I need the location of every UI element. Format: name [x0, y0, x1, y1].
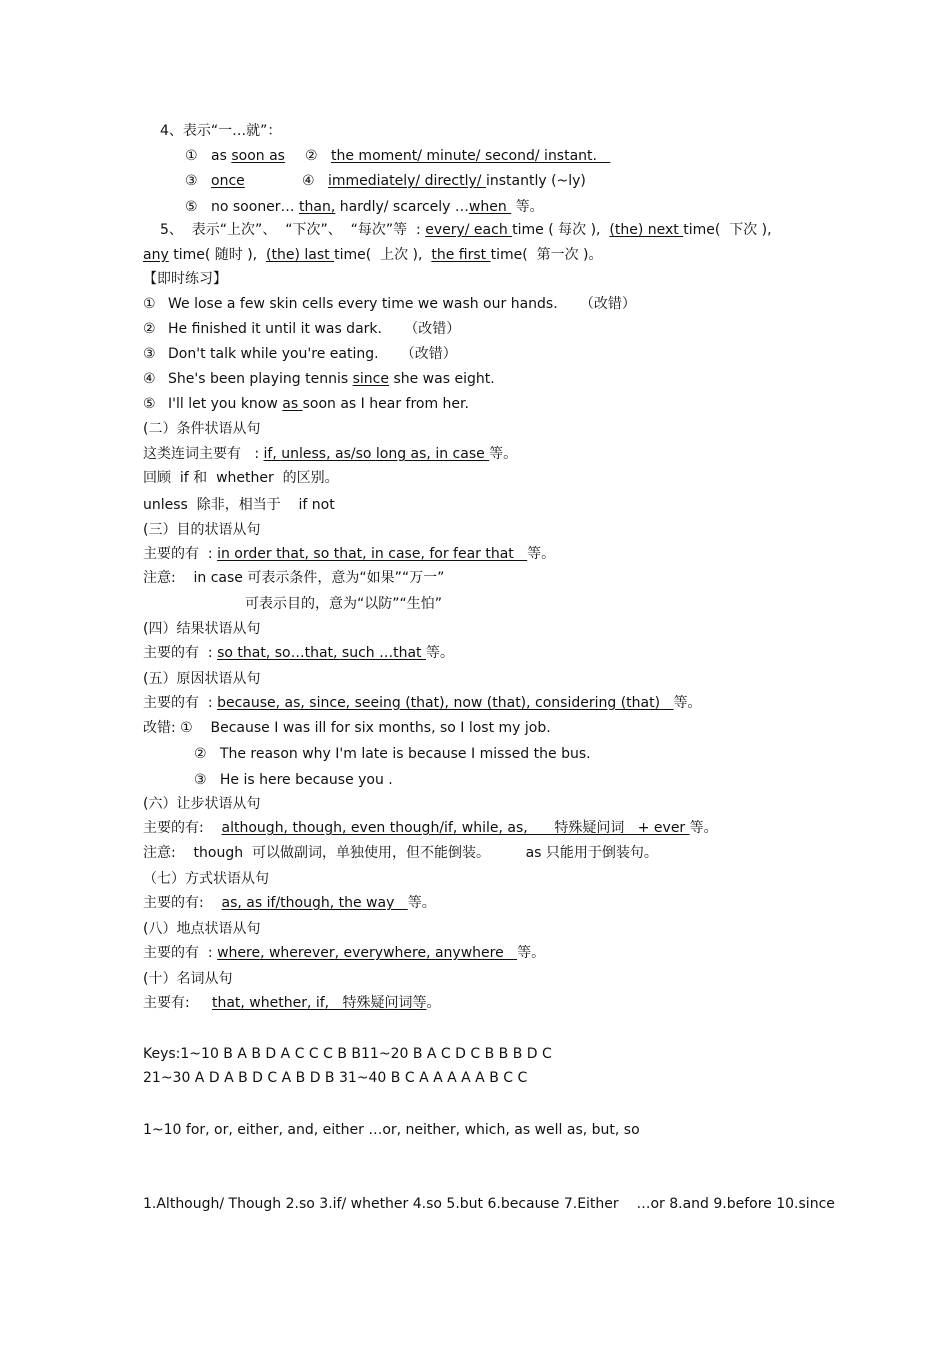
practice-item-2: He finished it until it was dark. （改错）: [168, 321, 461, 337]
s4-row1-text2: the moment/ minute/ second/ instant.: [331, 148, 611, 164]
s4-row2-num1: ③: [185, 173, 198, 189]
purpose-clause-title: (三）目的状语从句: [143, 522, 261, 538]
concession-clause-title: (六）让步状语从句: [143, 796, 261, 812]
practice-item-3: Don't talk while you're eating. （改错）: [168, 346, 457, 362]
section-4-title: 4、表示“一…就”：: [160, 123, 282, 139]
reason-clause-title: (五）原因状语从句: [143, 671, 261, 687]
condition-clause-line1: 这类连词主要有 : if, unless, as/so long as, in case 等。: [143, 446, 518, 462]
answer-keys-line3: 1~10 for, or, either, and, either …or, neither, which, as well as, but, so: [143, 1122, 640, 1138]
practice-item-1: We lose a few skin cells every time we wash our hands. （改错）: [168, 296, 636, 312]
answer-keys-line2: 21~30 A D A B D C A B D B 31~40 B C A A A A A B C C: [143, 1070, 528, 1086]
reason-clause-line2: 改错: ① Because I was ill for six months, so I lost my job.: [143, 720, 551, 736]
result-clause-title: (四）结果状语从句: [143, 621, 261, 637]
reason-clause-line1: 主要的有 : because, as, since, seeing (that), now (that), considering (that) 等。: [143, 695, 702, 711]
practice-title: 【即时练习】: [143, 271, 227, 287]
s4-row3-text: no sooner… than, hardly/ scarcely …when 等。: [211, 199, 544, 215]
noun-clause-line1: 主要有: that, whether, if, 特殊疑问词等。: [143, 995, 441, 1011]
section-5-line1: 5、 表示“上次”、 “下次”、 “每次”等 : every/ each time ( 每次 ), (the) next time( 下次 ),: [160, 222, 772, 238]
noun-clause-title: (十）名词从句: [143, 971, 233, 987]
manner-clause-line1: 主要的有: as, as if/though, the way 等。: [143, 895, 436, 911]
purpose-clause-line2: 注意: in case 可表示条件，意为“如果”“万一”: [143, 570, 445, 586]
s4-row1-text1: as soon as: [211, 148, 285, 164]
concession-clause-line2: 注意: though 可以做副词，单独使用，但不能倒装。 as 只能用于倒装句。: [143, 845, 658, 861]
practice-item-1-num: ①: [143, 296, 156, 312]
manner-clause-title: （七）方式状语从句: [143, 871, 269, 887]
reason-clause-line3: ② The reason why I'm late is because I missed the bus.: [194, 746, 591, 762]
s4-row1-num1: ①: [185, 148, 198, 164]
practice-item-4-num: ④: [143, 371, 156, 387]
condition-clause-title: (二）条件状语从句: [143, 421, 261, 437]
purpose-clause-line1: 主要的有 : in order that, so that, in case, for fear that 等。: [143, 546, 556, 562]
s4-row2-num2: ④: [302, 173, 315, 189]
place-clause-line1: 主要的有 : where, wherever, everywhere, anywhere 等。: [143, 945, 546, 961]
answer-keys-line4: 1.Although/ Though 2.so 3.if/ whether 4.so 5.but 6.because 7.Either …or 8.and 9.before 10.since: [143, 1196, 835, 1212]
place-clause-title: (八）地点状语从句: [143, 921, 261, 937]
practice-item-2-num: ②: [143, 321, 156, 337]
practice-item-5: I'll let you know as soon as I hear from her.: [168, 396, 469, 412]
purpose-clause-line3: 可表示目的，意为“以防”“生怕”: [245, 596, 443, 612]
practice-item-5-num: ⑤: [143, 396, 156, 412]
condition-clause-line3: unless 除非，相当于 if not: [143, 497, 335, 513]
practice-item-3-num: ③: [143, 346, 156, 362]
s4-row1-num2: ②: [305, 148, 318, 164]
s4-row2-text2: immediately/ directly/ instantly (~ly): [328, 173, 586, 189]
s4-row2-text1: once: [211, 173, 245, 189]
practice-item-4: She's been playing tennis since she was eight.: [168, 371, 495, 387]
condition-clause-line2: 回顾 if 和 whether 的区别。: [143, 470, 339, 486]
reason-clause-line4: ③ He is here because you .: [194, 772, 393, 788]
section-5-line2: any time( 随时 ), (the) last time( 上次 ), the first time( 第一次 )。: [143, 247, 603, 263]
result-clause-line1: 主要的有 : so that, so…that, such …that 等。: [143, 645, 454, 661]
concession-clause-line1: 主要的有: although, though, even though/if, while, as, 特殊疑问词 + ever 等。: [143, 820, 718, 836]
answer-keys-line1: Keys:1~10 B A B D A C C C B B11~20 B A C D C B B B D C: [143, 1046, 552, 1062]
s4-row3-num: ⑤: [185, 199, 198, 215]
